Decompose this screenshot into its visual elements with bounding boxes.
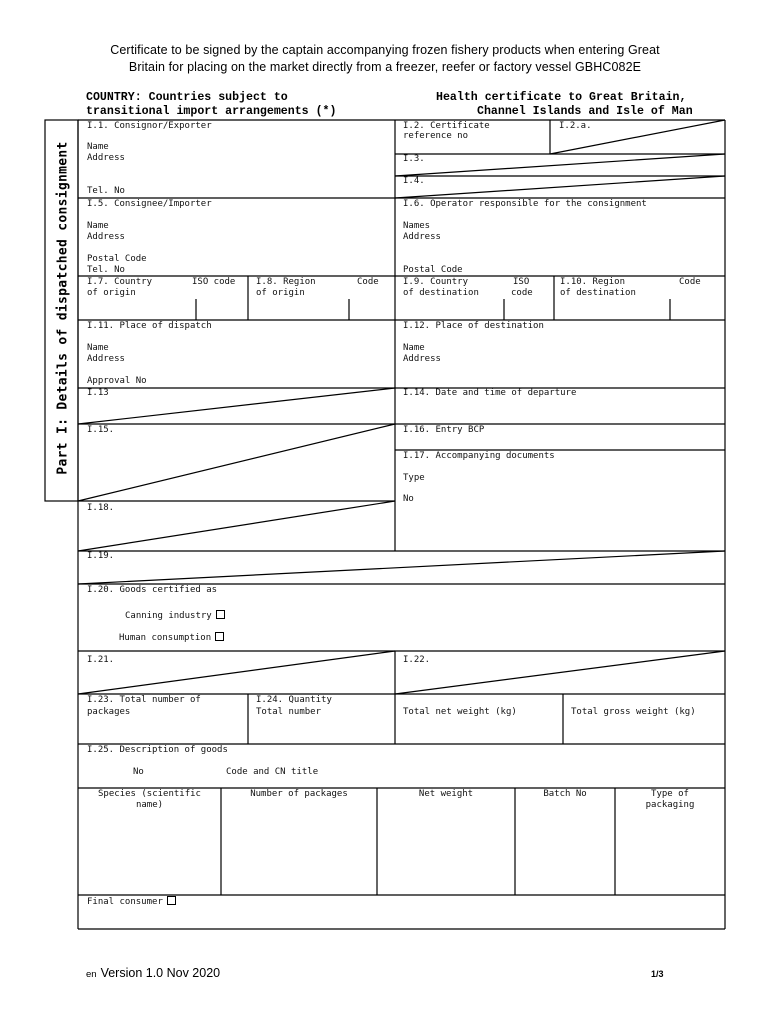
col-header-net-weight: Net weight: [418, 789, 474, 799]
consignor-name-label: Name: [87, 142, 109, 152]
canning-industry-label: Canning industry: [125, 611, 212, 621]
description-goods-label: I.25. Description of goods: [87, 745, 228, 755]
part-one-label: Part I: Details of dispatched consignment: [55, 141, 71, 475]
certificate-header-line-1: Health certificate to Great Britain,: [436, 91, 687, 104]
final-consumer-label: Final consumer: [87, 897, 163, 907]
net-weight-label: Total net weight (kg): [403, 707, 517, 717]
total-packages-label: I.23. Total number of: [87, 695, 201, 705]
dispatch-approval-label: Approval No: [87, 376, 147, 386]
place-destination-label: I.12. Place of destination: [403, 321, 544, 331]
goods-no-label: No: [133, 767, 144, 777]
region-destination-label: I.10. Region: [560, 277, 626, 287]
entry-bcp-label: I.16. Entry BCP: [403, 425, 485, 435]
document-type-label: Type: [403, 473, 425, 483]
place-dispatch-label: I.11. Place of dispatch: [87, 321, 212, 331]
operator-address-label: Address: [403, 232, 441, 242]
accompanying-documents-label: I.17. Accompanying documents: [403, 451, 555, 461]
dispatch-address-label: Address: [87, 354, 125, 364]
title-line-2: Britain for placing on the market directly from a freezer, reefer or factory vessel GBHC082E: [128, 60, 642, 74]
country-destination-label-2: of destination: [403, 288, 479, 298]
gross-weight-label: Total gross weight (kg): [571, 707, 696, 717]
footer-version-text: Version 1.0 Nov 2020: [100, 966, 221, 980]
destination-iso-code-label: code: [511, 288, 533, 298]
field-i3-label: I.3.: [403, 154, 425, 164]
dispatch-name-label: Name: [87, 343, 109, 353]
human-consumption-option: [119, 632, 224, 644]
destination-name-label: Name: [403, 343, 425, 353]
document-no-label: No: [403, 494, 414, 504]
field-i22-label: I.22.: [403, 655, 431, 665]
field-i2a-label: I.2.a.: [559, 121, 592, 131]
total-packages-label-2: packages: [87, 707, 131, 717]
region-origin-label-2: of origin: [256, 288, 305, 298]
final-consumer-checkbox[interactable]: [167, 896, 176, 905]
field-i21-label: I.21.: [87, 655, 115, 665]
destination-address-label: Address: [403, 354, 441, 364]
field-i18-label: I.18.: [87, 503, 115, 513]
field-i19-label: I.19.: [87, 551, 115, 561]
certificate-header-line-2: Channel Islands and Isle of Man: [477, 105, 693, 118]
consignor-exporter-label: I.1. Consignor/Exporter: [87, 121, 212, 131]
certificate-reference-label: I.2. Certificate: [403, 121, 490, 131]
col-header-species: Species (scientific name): [98, 789, 201, 810]
quantity-label: I.24. Quantity: [256, 695, 332, 705]
certificate-reference-label-2: reference no: [403, 131, 469, 141]
col-header-packages: Number of packages: [250, 789, 348, 799]
region-origin-label: I.8. Region: [256, 277, 316, 287]
quantity-total-label: Total number: [256, 707, 322, 717]
canning-industry-checkbox[interactable]: [216, 610, 225, 619]
consignee-name-label: Name: [87, 221, 109, 231]
country-header-line-2: transitional import arrangements (*): [86, 105, 337, 118]
col-header-batch-no: Batch No: [543, 789, 587, 799]
title-line-1: Certificate to be signed by the captain accompanying frozen fishery products when entering Great: [110, 43, 660, 57]
country-destination-label: I.9. Country: [403, 277, 469, 287]
region-origin-code-label: Code: [357, 277, 379, 287]
destination-iso-label: ISO: [513, 277, 530, 287]
consignee-postal-label: Postal Code: [87, 254, 147, 264]
footer-language: en: [86, 969, 97, 980]
canning-industry-option: [125, 610, 225, 622]
country-header-line-1: COUNTRY: Countries subject to: [86, 91, 288, 104]
field-i4-label: I.4.: [403, 176, 425, 186]
consignor-address-label: Address: [87, 153, 125, 163]
footer-page-number: 1/3: [651, 969, 664, 979]
operator-names-label: Names: [403, 221, 431, 231]
operator-postal-label: Postal Code: [403, 265, 463, 275]
human-consumption-label: Human consumption: [119, 633, 212, 643]
human-consumption-checkbox[interactable]: [215, 632, 224, 641]
consignor-tel-label: Tel. No: [87, 186, 125, 196]
field-i15-label: I.15.: [87, 425, 115, 435]
col-header-packaging-type: Type of packaging: [645, 789, 695, 810]
region-destination-label-2: of destination: [560, 288, 636, 298]
final-consumer-option: [87, 896, 176, 908]
consignee-address-label: Address: [87, 232, 125, 242]
footer-version: [86, 966, 220, 980]
country-origin-label-2: of origin: [87, 288, 136, 298]
country-origin-label: I.7. Country: [87, 277, 153, 287]
field-i13-label: I.13: [87, 388, 109, 398]
goods-certified-label: I.20. Goods certified as: [87, 585, 218, 595]
region-destination-code-label: Code: [679, 277, 701, 287]
code-cn-title-label: Code and CN title: [226, 767, 319, 777]
consignee-tel-label: Tel. No: [87, 265, 125, 275]
consignee-importer-label: I.5. Consignee/Importer: [87, 199, 212, 209]
operator-responsible-label: I.6. Operator responsible for the consignment: [403, 199, 647, 209]
departure-datetime-label: I.14. Date and time of departure: [403, 388, 577, 398]
origin-iso-code-label: ISO code: [192, 277, 236, 287]
